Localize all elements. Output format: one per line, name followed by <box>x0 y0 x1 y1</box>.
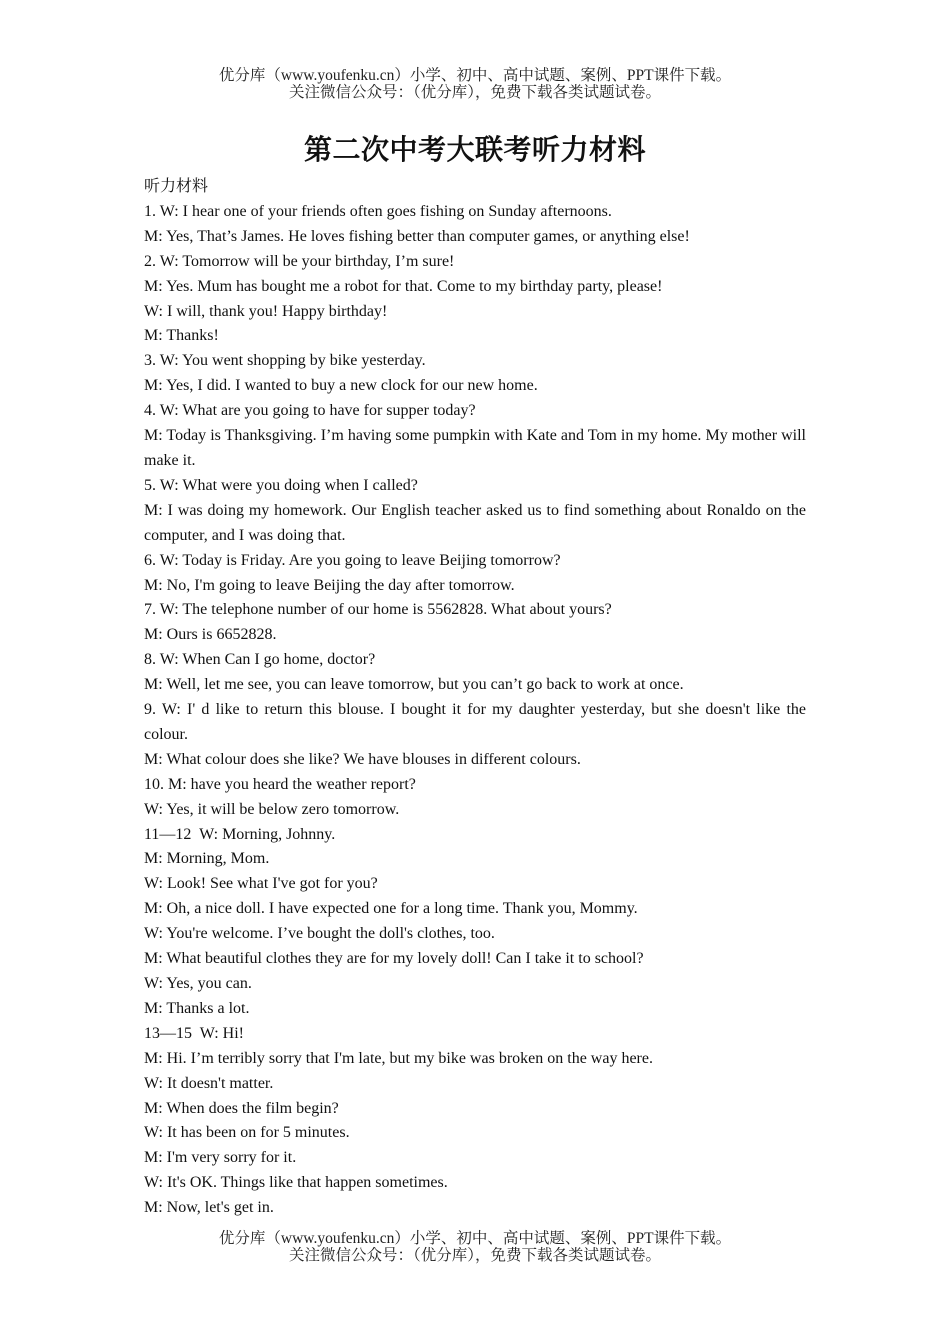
transcript-line: 13—15 W: Hi! <box>144 1024 244 1042</box>
transcript-line: 4. W: What are you going to have for supper today? <box>144 402 476 420</box>
transcript-line: M: Morning, Mom. <box>144 850 270 868</box>
transcript-line: W: It has been on for 5 minutes. <box>144 1124 350 1142</box>
page-footer <box>0 1230 950 1264</box>
header-line-1: 优分库（www.youfenku.cn）小学、初中、高中试题、案例、PPT课件下载。 <box>218 67 732 84</box>
transcript-line: W: It doesn't matter. <box>144 1074 274 1092</box>
transcript-line: W: I will, thank you! Happy birthday! <box>144 302 388 320</box>
transcript-line: M: What colour does she like? We have blouses in different colours. <box>144 750 581 768</box>
transcript-line: 5. W: What were you doing when I called? <box>144 476 418 494</box>
transcript-line: M: Oh, a nice doll. I have expected one for a long time. Thank you, Mommy. <box>144 900 638 918</box>
transcript-line: M: Now, let's get in. <box>144 1199 274 1217</box>
transcript-line: M: What beautiful clothes they are for my lovely doll! Can I take it to school? <box>144 950 644 968</box>
listening-transcript <box>144 175 810 1221</box>
transcript-line: 7. W: The telephone number of our home is 5562828. What about yours? <box>144 601 612 619</box>
transcript-line: 1. W: I hear one of your friends often goes fishing on Sunday afternoons. <box>144 202 612 220</box>
page-header <box>0 67 950 101</box>
transcript-line: M: I was doing my homework. Our English teacher asked us to find something about Ronaldo on the computer, and I was doing that. <box>144 501 810 544</box>
footer-line-1: 优分库（www.youfenku.cn）小学、初中、高中试题、案例、PPT课件下载。 <box>218 1230 732 1247</box>
transcript-line: 9. W: I' d like to return this blouse. I bought it for my daughter yesterday, but she doesn't like the colour. <box>144 701 810 743</box>
transcript-line: 8. W: When Can I go home, doctor? <box>144 651 376 669</box>
transcript-line: W: It's OK. Things like that happen sometimes. <box>144 1174 448 1192</box>
transcript-line: M: Yes, I did. I wanted to buy a new clock for our new home. <box>144 377 538 395</box>
transcript-line: 2. W: Tomorrow will be your birthday, I’m sure! <box>144 252 455 270</box>
transcript-line: M: Ours is 6652828. <box>144 626 277 644</box>
section-label: 听力材料 <box>144 178 209 195</box>
transcript-line: M: I'm very sorry for it. <box>144 1149 297 1167</box>
document-title: 第二次中考大联考听力材料 <box>303 133 646 166</box>
transcript-line: M: Yes, That’s James. He loves fishing better than computer games, or anything else! <box>144 227 690 245</box>
transcript-line: M: When does the film begin? <box>144 1099 339 1117</box>
transcript-line: 3. W: You went shopping by bike yesterday. <box>144 352 426 370</box>
transcript-line: M: Well, let me see, you can leave tomorrow, but you can’t go back to work at once. <box>144 676 684 694</box>
transcript-line: 11—12 W: Morning, Johnny. <box>144 825 336 843</box>
header-line-2: 关注微信公众号：（优分库），免费下载各类试题试卷。 <box>288 84 661 101</box>
transcript-line: W: Yes, you can. <box>144 975 252 992</box>
transcript-line: M: Thanks! <box>144 327 219 345</box>
transcript-line: 6. W: Today is Friday. Are you going to leave Beijing tomorrow? <box>144 551 561 569</box>
transcript-line: M: Yes. Mum has bought me a robot for that. Come to my birthday party, please! <box>144 277 663 295</box>
transcript-line: W: Look! See what I've got for you? <box>144 875 378 893</box>
transcript-line: M: No, I'm going to leave Beijing the day after tomorrow. <box>144 576 515 594</box>
transcript-line: M: Today is Thanksgiving. I’m having some pumpkin with Kate and Tom in my home. My mother will make it. <box>144 427 810 469</box>
transcript-line: M: Thanks a lot. <box>144 999 250 1017</box>
transcript-line: 10. M: have you heard the weather report? <box>144 775 416 793</box>
transcript-line: M: Hi. I’m terribly sorry that I'm late, but my bike was broken on the way here. <box>144 1049 653 1067</box>
footer-line-2: 关注微信公众号：（优分库），免费下载各类试题试卷。 <box>288 1247 661 1264</box>
transcript-line: W: You're welcome. I’ve bought the doll's clothes, too. <box>144 925 495 943</box>
transcript-line: W: Yes, it will be below zero tomorrow. <box>144 800 400 818</box>
